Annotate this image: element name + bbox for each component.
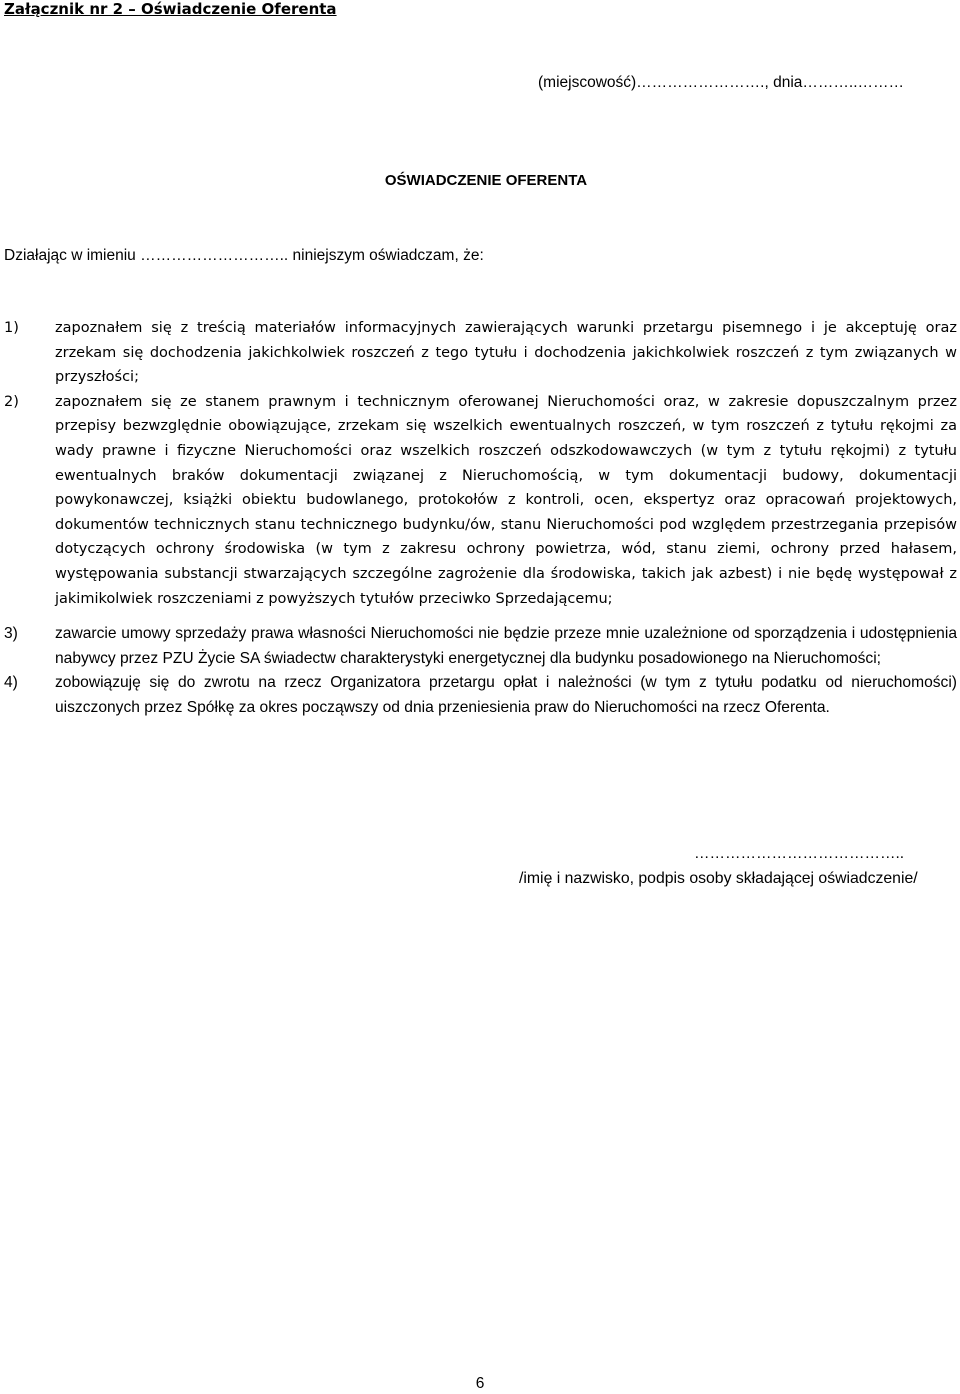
signature-caption: /imię i nazwisko, podpis osoby składającej oświadczenie/ <box>519 870 918 887</box>
item-text: zobowiązuję się do zwrotu na rzecz Organizatora przetargu opłat i należności (w tym z tytułu podatku od nieruchomości) uiszczonych przez Spółkę za okres począwszy od dnia przeniesienia praw do Nieruchomości na rzecz Oferenta. <box>55 674 957 716</box>
document-heading: OŚWIADCZENIE OFERENTA <box>384 172 588 189</box>
intro-statement: Działając w imieniu ……………………….. niniejszym oświadczam, że: <box>4 247 484 264</box>
item-text: zapoznałem się z treścią materiałów informacyjnych zawierających warunki przetargu pisemnego i je akceptuję oraz zrzekam się dochodzenia jakichkolwiek roszczeń z tego tytułu i dochodzenia jakichkolwiek roszczeń z tym związanych w przyszłości; <box>55 320 957 386</box>
declaration-list <box>4 316 957 721</box>
item-text: zawarcie umowy sprzedaży prawa własności Nieruchomości nie będzie przeze mnie uzależnione od sporządzenia i udostępnienia nabywcy przez PZU Życie SA świadectw charakterystyki energetycznej dla budynku posadowionego na Nieruchomości; <box>55 625 957 667</box>
page-number: 6 <box>475 1375 485 1392</box>
item-number: 1) <box>4 320 19 336</box>
item-number: 2) <box>4 393 19 410</box>
place-date-line: (miejscowość)……………………., dnia………..……… <box>538 74 905 91</box>
signature-line: ………………………………….. <box>694 845 905 862</box>
item-number: 3) <box>4 625 18 643</box>
item-text: zapoznałem się ze stanem prawnym i technicznym oferowanej Nieruchomości oraz, w zakresie dopuszczalnym przez przepisy bezwzględnie obowiązujące, zrzekam się wszelkich ewentualnych roszczeń, w tym roszczeń z tytułu rękojmi za wady prawne i fizyczne Nieruchomości oraz wszelkich roszczeń odszkodowawczych (w tym z tytułu rękojmi) z tytułu ewentualnych braków dokumentacji związanej z Nieruchomością, w tym dokumentacji budowy, dokumentacji powykonawczej, książki obiektu budowlanego, protokołów z kontroli, ocen, ekspertyz oraz opracowań projektowych, dokumentów technicznych stanu technicznego budynku/ów, stanu Nieruchomości pod względem przestrzegania przepisów dotyczących ochrony środowiska (w tym z zakresu ochrony powietrza, wód, stanu ziemi, ochrony przed hałasem, występowania substancji stwarzających szczególne zagrożenie dla środowiska, takich jak azbest) i nie będę występował z jakimikolwiek roszczeniami z powyższych tytułów przeciwko Sprzedającemu; <box>55 393 957 607</box>
declaration-item <box>4 622 957 671</box>
attachment-title: Załącznik nr 2 – Oświadczenie Oferenta <box>4 0 337 18</box>
declaration-item <box>4 671 957 720</box>
declaration-item <box>4 390 957 611</box>
item-number: 4) <box>4 674 18 692</box>
declaration-item <box>4 316 957 390</box>
